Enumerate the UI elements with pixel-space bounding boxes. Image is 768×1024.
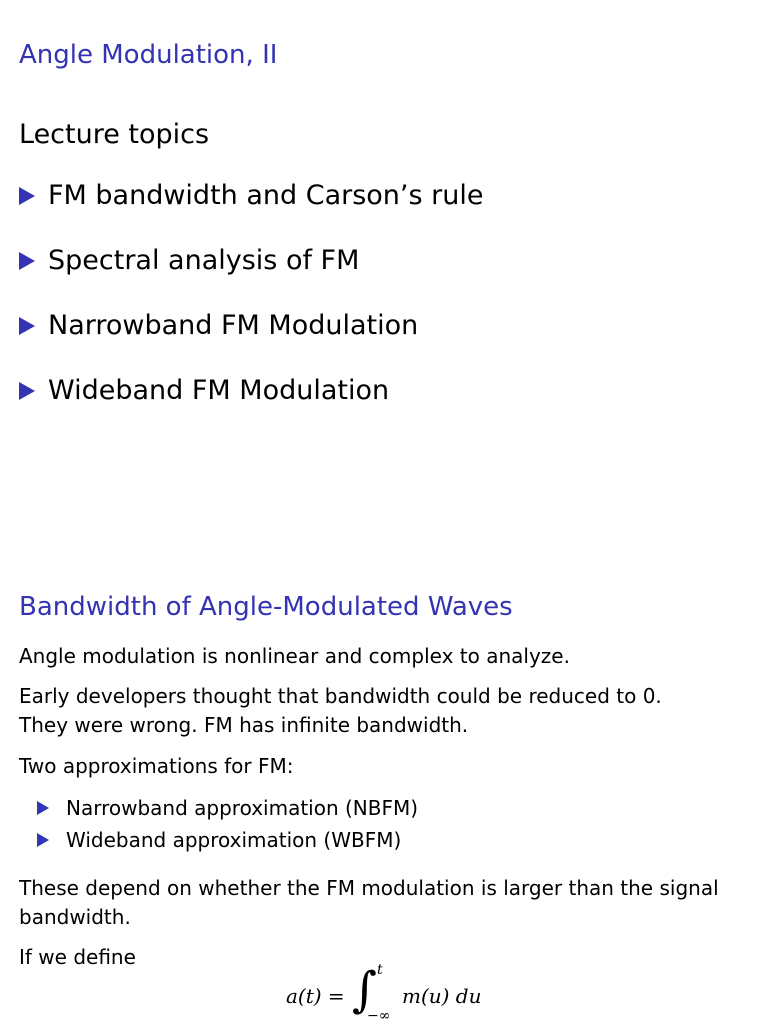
topic-label: Wideband FM Modulation bbox=[48, 375, 390, 406]
bullet-triangle-icon bbox=[37, 833, 49, 847]
paragraph-line: They were wrong. FM has infinite bandwidth. bbox=[19, 713, 469, 737]
paragraph-line: Early developers thought that bandwidth could be reduced to 0. bbox=[19, 684, 662, 708]
integral-upper-limit: t bbox=[377, 962, 383, 978]
section-title: Bandwidth of Angle-Modulated Waves bbox=[19, 592, 513, 622]
bullet-triangle-icon bbox=[19, 187, 35, 205]
slide-title: Angle Modulation, II bbox=[19, 40, 278, 70]
list-item-label: Narrowband approximation (NBFM) bbox=[66, 796, 419, 820]
topic-label: Narrowband FM Modulation bbox=[48, 310, 419, 341]
list-item bbox=[37, 796, 418, 820]
topic-label: Spectral analysis of FM bbox=[48, 245, 360, 276]
bullet-triangle-icon bbox=[19, 382, 35, 400]
paragraph bbox=[19, 682, 662, 740]
paragraph bbox=[19, 874, 719, 932]
topic-label: FM bandwidth and Carson’s rule bbox=[48, 180, 484, 211]
bullet-triangle-icon bbox=[19, 317, 35, 335]
topics-heading: Lecture topics bbox=[19, 119, 210, 150]
integral-lower-limit: −∞ bbox=[367, 1008, 391, 1024]
paragraph-line: bandwidth. bbox=[19, 905, 131, 929]
paragraph: Angle modulation is nonlinear and complex to analyze. bbox=[19, 644, 570, 668]
topic-item bbox=[19, 375, 389, 406]
topic-item bbox=[19, 245, 359, 276]
paragraph: Two approximations for FM: bbox=[19, 754, 294, 778]
equation-lhs: a(t) = bbox=[286, 984, 345, 1008]
integrand: m(u) du bbox=[402, 984, 482, 1008]
integral-sign: ∫ bbox=[352, 962, 378, 1018]
bullet-triangle-icon bbox=[37, 801, 49, 815]
list-item-label: Wideband approximation (WBFM) bbox=[66, 828, 402, 852]
paragraph-line: These depend on whether the FM modulation is larger than the signal bbox=[19, 876, 719, 900]
paragraph: If we define bbox=[19, 945, 136, 969]
list-item bbox=[37, 828, 401, 852]
topic-item bbox=[19, 180, 483, 211]
topic-item bbox=[19, 310, 418, 341]
bullet-triangle-icon bbox=[19, 252, 35, 270]
